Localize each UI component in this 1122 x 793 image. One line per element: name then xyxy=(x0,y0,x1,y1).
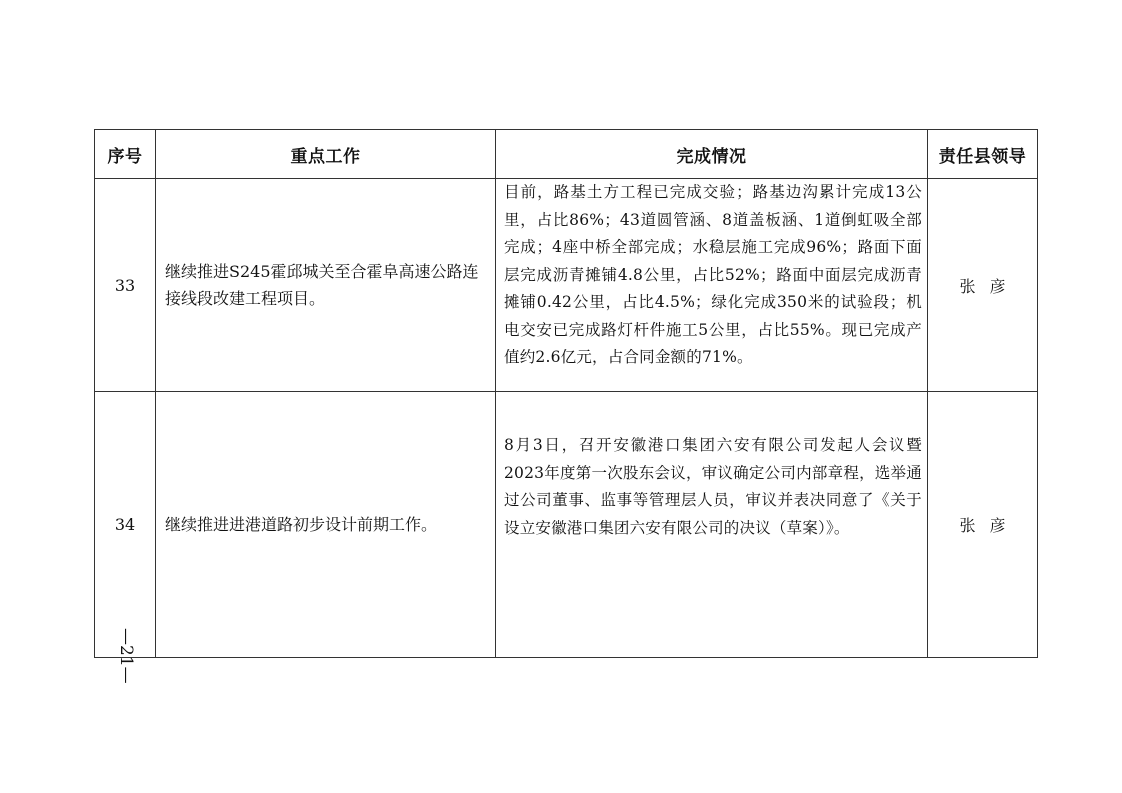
row-serial-number: 33 xyxy=(95,179,156,392)
work-progress-table xyxy=(94,129,1038,658)
page-number: —21— xyxy=(116,628,136,684)
header-serial-number: 序号 xyxy=(95,130,156,179)
header-responsible-leader: 责任县领导 xyxy=(928,130,1038,179)
row-serial-number: 34 xyxy=(95,392,156,658)
header-key-work: 重点工作 xyxy=(156,130,496,179)
table-row xyxy=(95,392,1038,658)
row-responsible-leader: 张彦 xyxy=(928,179,1038,392)
row-key-work: 继续推进S245霍邱城关至合霍阜高速公路连接线段改建工程项目。 xyxy=(156,179,496,392)
table-row xyxy=(95,179,1038,392)
header-completion-status: 完成情况 xyxy=(496,130,928,179)
table-header-row xyxy=(95,130,1038,179)
row-key-work: 继续推进进港道路初步设计前期工作。 xyxy=(156,392,496,658)
row-completion-status: 8月3日，召开安徽港口集团六安有限公司发起人会议暨2023年度第一次股东会议，审议确定公司内部章程，选举通过公司董事、监事等管理层人员，审议并表决同意了《关于设立安徽港口集团六安有限公司的决议（草案）》。 xyxy=(496,392,928,658)
row-completion-status: 目前，路基土方工程已完成交验；路基边沟累计完成13公里，占比86%；43道圆管涵、8道盖板涵、1道倒虹吸全部完成；4座中桥全部完成；水稳层施工完成96%；路面下面层完成沥青摊铺4.8公里，占比52%；路面中面层完成沥青摊铺0.42公里，占比4.5%；绿化完成350米的试验段；机电交安已完成路灯杆件施工5公里，占比55%。现已完成产值约2.6亿元，占合同金额的71%。 xyxy=(496,179,928,392)
row-responsible-leader: 张彦 xyxy=(928,392,1038,658)
